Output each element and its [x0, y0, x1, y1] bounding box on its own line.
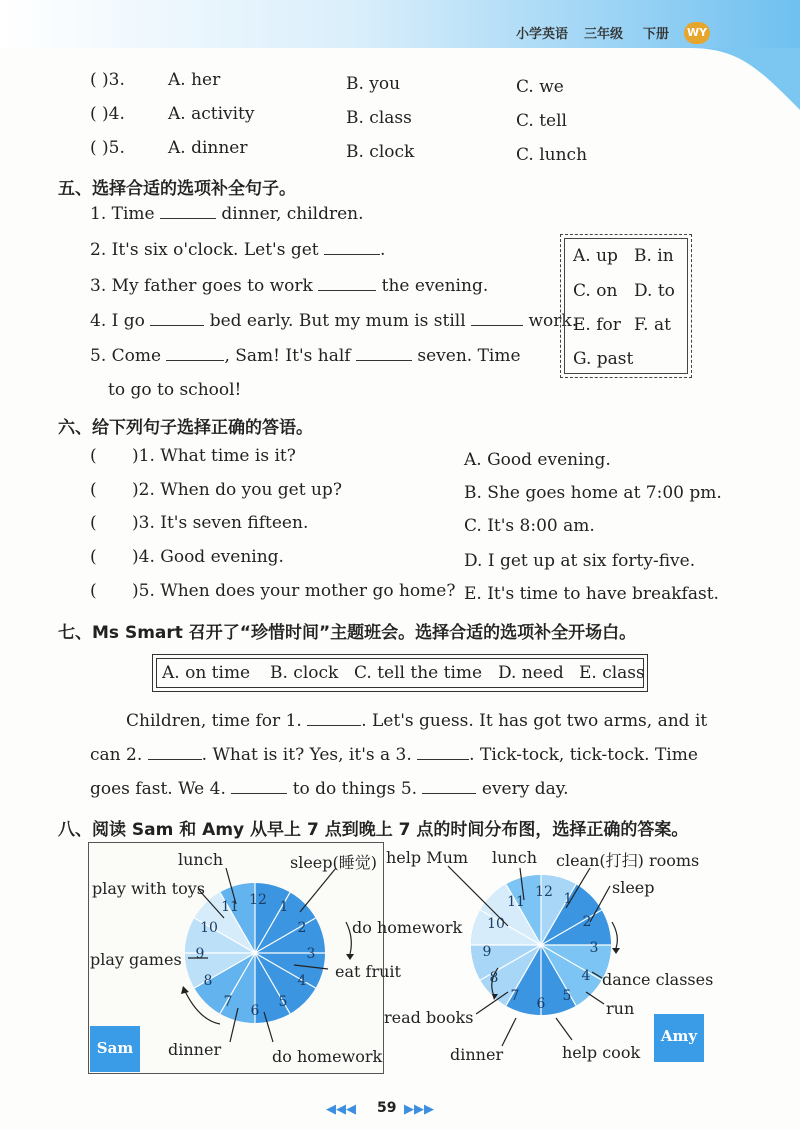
s6-question: )3. It's seven fifteen. — [132, 513, 309, 533]
sam-tag: Sam — [90, 1026, 140, 1072]
s7-para-line3: goes fast. We 4. to do things 5. every day. — [90, 779, 569, 799]
s5-option: A. up — [573, 246, 618, 266]
s4-item3-no: ( )3. — [90, 70, 125, 90]
footer-left-arrows: ◀◀◀ — [326, 1102, 356, 1117]
s7-para-line2: can 2. . What is it? Yes, it's a 3. . Tick-tock, tick-tock. Time — [90, 745, 698, 765]
sam-label-sleep: sleep(睡觉) — [290, 853, 377, 872]
s5-line4: 4. I go bed early. But my mum is still work. — [90, 311, 578, 331]
s4-item5-no: ( )5. — [90, 138, 125, 158]
s4-item4-b: B. class — [346, 108, 412, 128]
amy-label-help: help Mum — [386, 848, 469, 867]
s5-line1: 1. Time dinner, children. — [90, 204, 364, 224]
sam-label-homework: do homework — [272, 1047, 383, 1066]
sam-clock-num: 10 — [200, 920, 218, 936]
s6-answer: E. It's time to have breakfast. — [464, 584, 719, 604]
s5-option: C. on — [573, 281, 618, 301]
s4-item4-a: A. activity — [168, 104, 255, 124]
s5-option: E. for — [573, 315, 621, 335]
s4-item5-c: C. lunch — [516, 145, 588, 165]
s5-line3: 3. My father goes to work the evening. — [90, 276, 489, 296]
amy-clock-num: 9 — [482, 944, 492, 960]
amy-label-clean: clean(打扫) rooms — [556, 851, 700, 870]
s6-question: )4. Good evening. — [132, 547, 284, 567]
s6-answer: A. Good evening. — [464, 450, 611, 470]
amy-clock-num: 8 — [489, 970, 499, 986]
s4-item3-a: A. her — [168, 70, 221, 90]
s4-item3-b: B. you — [346, 74, 401, 94]
s5-option: G. past — [573, 349, 634, 369]
s6-paren: ( — [90, 581, 97, 601]
header-grade: 三年级 — [584, 27, 624, 42]
s6-paren: ( — [90, 513, 97, 533]
sam-label-games: play games — [90, 950, 182, 969]
amy-label-dinner: dinner — [450, 1045, 504, 1064]
amy-label-run: run — [606, 999, 635, 1018]
s7-option: B. clock — [270, 663, 339, 683]
amy-clock-num: 3 — [589, 940, 599, 956]
s6-question: )5. When does your mother go home? — [132, 581, 456, 601]
s6-paren: ( — [90, 446, 97, 466]
sam-clock-num: 7 — [223, 994, 233, 1010]
amy-clock-num: 6 — [536, 996, 546, 1012]
header-series: 小学英语 — [516, 27, 569, 42]
amy-clock-num: 5 — [562, 988, 572, 1004]
amy-label-dance: dance classes — [602, 970, 714, 989]
amy-clock-num: 2 — [582, 914, 592, 930]
amy-label-cook: help cook — [562, 1043, 641, 1062]
s7-option: A. on time — [162, 663, 251, 683]
amy-label-lunch: lunch — [492, 848, 537, 867]
s6-paren: ( — [90, 480, 97, 500]
sam-clock-num: 12 — [249, 892, 267, 908]
s6-answer: D. I get up at six forty-five. — [464, 551, 696, 571]
amy-clock-num: 7 — [510, 988, 520, 1004]
amy-clock-num: 1 — [563, 891, 573, 907]
header-badge: WY — [684, 22, 710, 44]
section7-title: 七、Ms Smart 召开了“珍惜时间”主题班会。选择合适的选项补全开场白。 — [58, 623, 637, 643]
footer-right-arrows: ▶▶▶ — [404, 1102, 434, 1117]
s4-item3-c: C. we — [516, 77, 564, 97]
sam-clock-num: 11 — [221, 899, 239, 915]
sam-label-lunch: lunch — [178, 850, 223, 869]
middle-label-homework: do homework — [352, 918, 463, 937]
sam-clock-num: 1 — [279, 899, 289, 915]
page-number: 59 — [377, 1100, 397, 1116]
amy-clock-num: 12 — [535, 884, 553, 900]
s5-line5: 5. Come , Sam! It's half seven. Time — [90, 346, 521, 366]
s6-answer: B. She goes home at 7:00 pm. — [464, 483, 722, 503]
sam-clock-num: 3 — [306, 946, 316, 962]
sam-label-dinner: dinner — [168, 1040, 222, 1059]
s5-line2: 2. It's six o'clock. Let's get . — [90, 240, 386, 260]
s6-paren: ( — [90, 547, 97, 567]
s7-option: D. need — [498, 663, 564, 683]
sam-clock-num: 9 — [195, 946, 205, 962]
s5-option: D. to — [634, 281, 675, 301]
sam-clock-num: 6 — [250, 1003, 260, 1019]
sam-label-fruit: eat fruit — [335, 962, 401, 981]
amy-label-sleep: sleep — [612, 878, 655, 897]
header-volume: 下册 — [643, 27, 670, 42]
s6-question: )1. What time is it? — [132, 446, 296, 466]
sam-clock-num: 5 — [278, 994, 288, 1010]
s5-option: B. in — [634, 246, 674, 266]
s5-line5-cont: to go to school! — [108, 380, 242, 400]
s5-option: F. at — [634, 315, 671, 335]
amy-tag: Amy — [654, 1014, 704, 1062]
sam-clock-num: 8 — [203, 973, 213, 989]
amy-clock-num: 4 — [581, 968, 591, 984]
s4-item4-no: ( )4. — [90, 104, 125, 124]
amy-label-read: read books — [384, 1008, 474, 1027]
section8-title: 八、阅读 Sam 和 Amy 从早上 7 点到晚上 7 点的时间分布图，选择正确的答案。 — [58, 820, 689, 840]
section6-title: 六、给下列句子选择正确的答语。 — [58, 418, 313, 438]
section5-title: 五、选择合适的选项补全句子。 — [58, 179, 296, 199]
s6-question: )2. When do you get up? — [132, 480, 342, 500]
sam-clock-num: 4 — [297, 973, 307, 989]
s4-item4-c: C. tell — [516, 111, 567, 131]
s7-para-line1: Children, time for 1. . Let's guess. It has got two arms, and it — [126, 711, 708, 731]
amy-clock-num: 10 — [487, 916, 505, 932]
s7-option: E. class — [579, 663, 645, 683]
sam-clock-num: 2 — [297, 920, 307, 936]
amy-clock-num: 11 — [507, 894, 525, 910]
s4-item5-b: B. clock — [346, 142, 415, 162]
sam-label-toys: play with toys — [92, 879, 205, 898]
s4-item5-a: A. dinner — [168, 138, 248, 158]
s7-option: C. tell the time — [354, 663, 483, 683]
s6-answer: C. It's 8:00 am. — [464, 516, 595, 536]
